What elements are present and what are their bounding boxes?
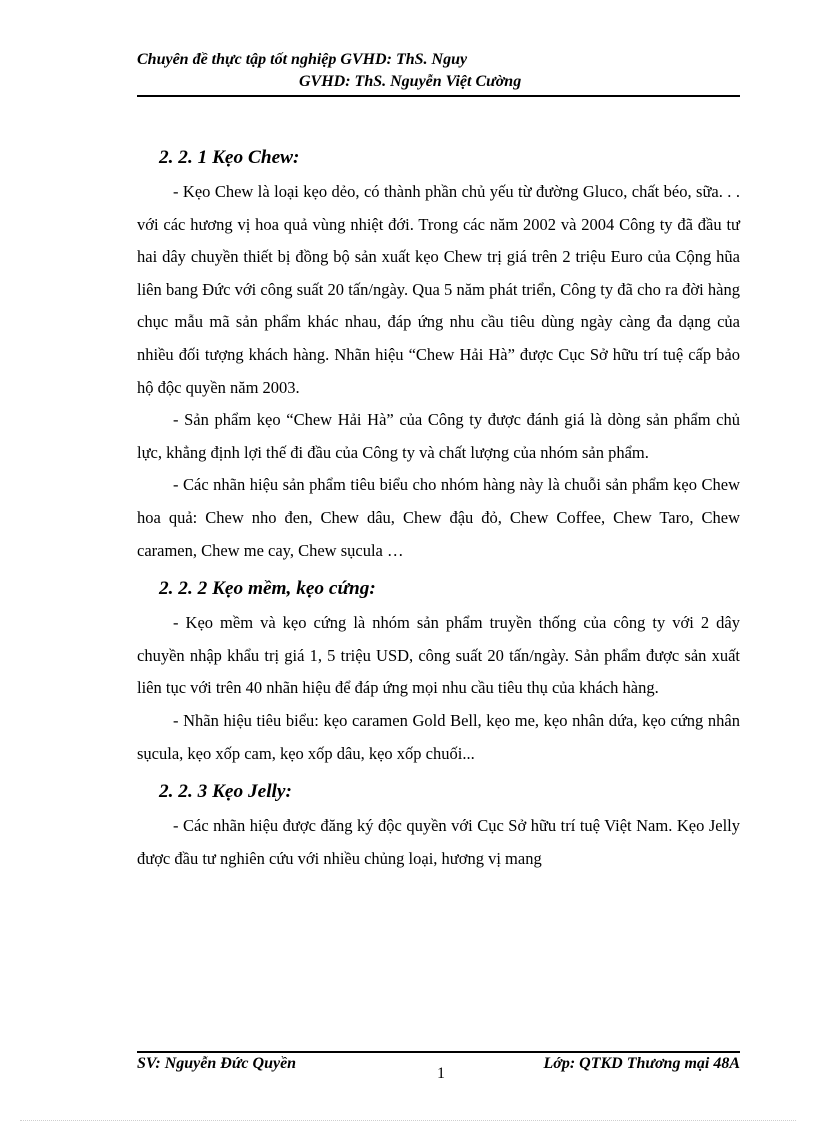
paragraph: - Nhãn hiệu tiêu biểu: kẹo caramen Gold Bell, kẹo me, kẹo nhân dứa, kẹo cứng nhân sụcula, kẹo xốp cam, kẹo xốp dâu, kẹo xốp chuối... [137, 710, 740, 763]
section-heading: 2. 2. 3 Kẹo Jelly: [159, 781, 292, 803]
header-rule [137, 95, 740, 97]
section-heading: 2. 2. 1 Kẹo Chew: [159, 147, 300, 168]
footer-rule [137, 1051, 740, 1053]
section-keo-mem-keo-cung [137, 573, 740, 770]
page-edge-divider [20, 1120, 796, 1121]
section-keo-jelly [137, 776, 740, 875]
paragraph: - Các nhãn hiệu sản phẩm tiêu biểu cho nhóm hàng này là chuỗi sản phẩm kẹo Chew hoa quả: Chew nho đen, Chew dâu, Chew đậu đỏ, Chew Coffee, Chew Taro, Chew caramen, Chew me cay, Chew sụcula … [137, 475, 740, 560]
footer-student: SV: Nguyễn Đức Quyền [137, 1055, 297, 1072]
footer [137, 1055, 740, 1082]
paragraph: - Sản phẩm kẹo “Chew Hải Hà” của Công ty được đánh giá là dòng sản phẩm chủ lực, khẳng định lợi thế đi đầu của Công ty và chất lượng của nhóm sản phẩm. [137, 410, 740, 462]
section-keo-chew [137, 142, 740, 567]
paragraph: - Kẹo mềm và kẹo cứng là nhóm sản phẩm truyền thống của công ty với 2 dây chuyền nhập khẩu trị giá 1, 5 triệu USD, công suất 20 tấn/ngày. Sản phẩm được sản xuất liên tục với trên 40 nhãn hiệu để đáp ứng mọi nhu cầu tiêu thụ của khách hàng. [137, 613, 740, 698]
page-body [137, 142, 740, 875]
section-heading: 2. 2. 2 Kẹo mềm, kẹo cứng: [159, 578, 376, 600]
paragraph: - Các nhãn hiệu được đăng ký độc quyền với Cục Sở hữu trí tuệ Việt Nam. Kẹo Jelly được đầu tư nghiên cứu với nhiều chủng loại, hương vị mang [137, 816, 740, 868]
header-line-1: Chuyên đề thực tập tốt nghiệp GVHD: ThS. Nguy [137, 51, 468, 68]
footer-class: Lớp: QTKD Thương mại 48A [543, 1055, 740, 1072]
header-line-2: GVHD: ThS. Nguyễn Việt Cường [299, 73, 522, 90]
page-number: 1 [437, 1065, 445, 1082]
paragraph: - Kẹo Chew là loại kẹo dẻo, có thành phần chủ yếu từ đường Gluco, chất béo, sữa. . . với các hương vị hoa quả vùng nhiệt đới. Trong các năm 2002 và 2004 Công ty đã đầu tư hai dây chuyền thiết bị đồng bộ sản xuất kẹo Chew trị giá trên 2 triệu Euro của Cộng hũa liên bang Đức với công suất 20 tấn/ngày. Qua 5 năm phát triển, Công ty đã cho ra đời hàng chục mẫu mã sản phẩm khác nhau, đáp ứng nhu cầu tiêu dùng ngày càng đa dạng của nhiều đối tượng khách hàng. Nhãn hiệu “Chew Hải Hà” được Cục Sở hữu trí tuệ cấp bảo hộ độc quyền năm 2003. [137, 182, 740, 397]
